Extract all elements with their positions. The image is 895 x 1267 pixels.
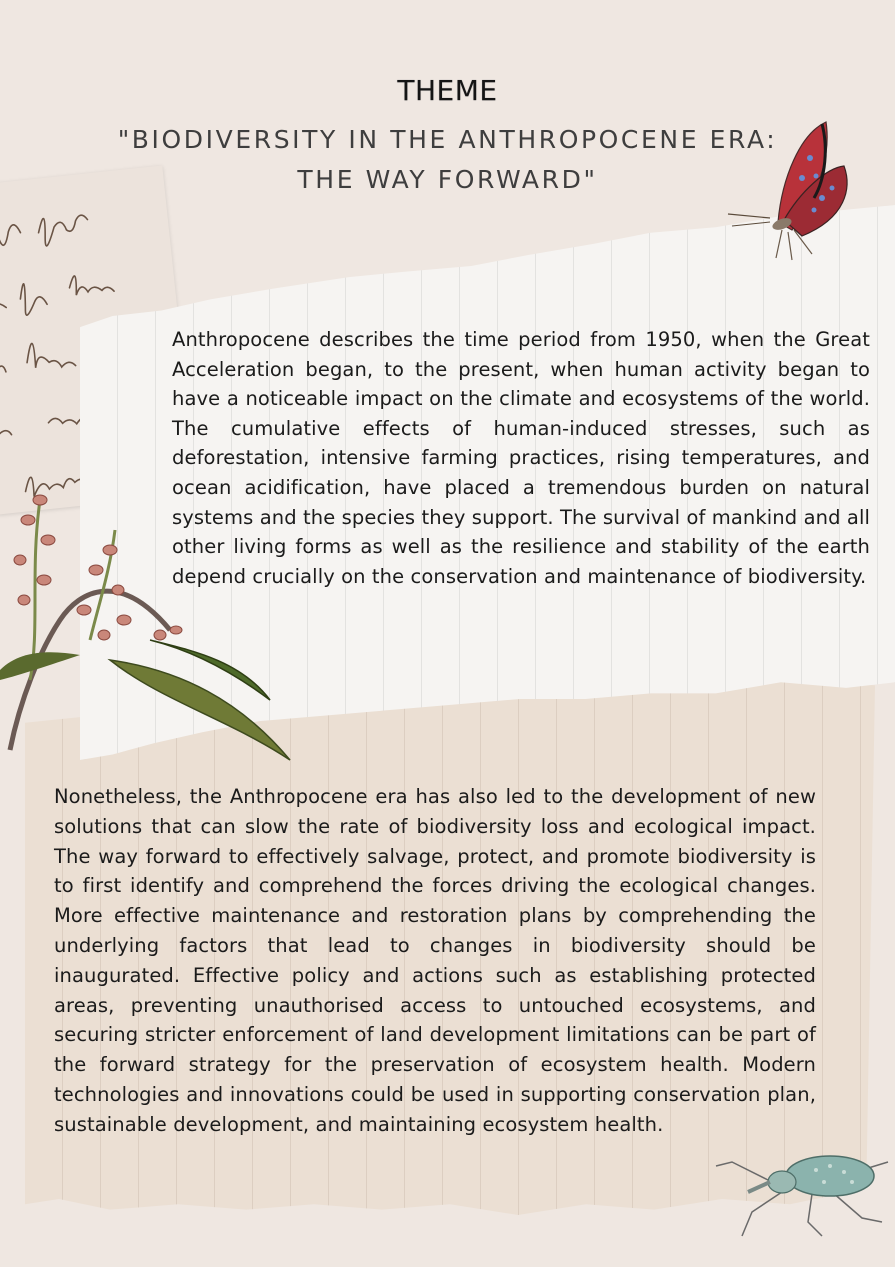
theme-label: THEME <box>397 74 498 107</box>
butterfly-icon <box>722 118 862 268</box>
theme-title-line-2: THE WAY FORWARD" <box>297 165 598 194</box>
weevil-icon <box>712 1132 892 1242</box>
way-forward-paragraph: Nonetheless, the Anthropocene era has also led to the development of new solutions that can slow the rate of biodiversity loss and ecological impact. The way forward to effectively salvage, protect, and promote biodiversity is to first identify and comprehend the forces driving the ecological changes. More effective maintenance and restoration plans by comprehending the underlying factors that lead to changes in biodiversity should be inaugurated. Effective policy and actions such as establishing protected areas, preventing unauthorised access to untouched ecosystems, and securing stricter enforcement of land development limitations can be part of the forward strategy for the preservation of ecosystem health. Modern technologies and innovations could be used in supporting conservation plan, sustainable development, and maintaining ecosystem health. <box>54 785 816 1136</box>
intro-paragraph: Anthropocene describes the time period from 1950, when the Great Acceleration began, to the present, when human activity began to have a noticeable impact on the climate and ecosystems of the world. The cumulative effects of human-induced stresses, such as deforestation, intensive farming practices, rising temperatures, and ocean acidification, have placed a tremendous burden on natural systems and the species they support. The survival of mankind and all other living forms as well as the resilience and stability of the earth depend crucially on the conservation and maintenance of biodiversity. <box>172 328 870 588</box>
theme-title-line-1: "BIODIVERSITY IN THE ANTHROPOCENE ERA: <box>117 125 778 154</box>
